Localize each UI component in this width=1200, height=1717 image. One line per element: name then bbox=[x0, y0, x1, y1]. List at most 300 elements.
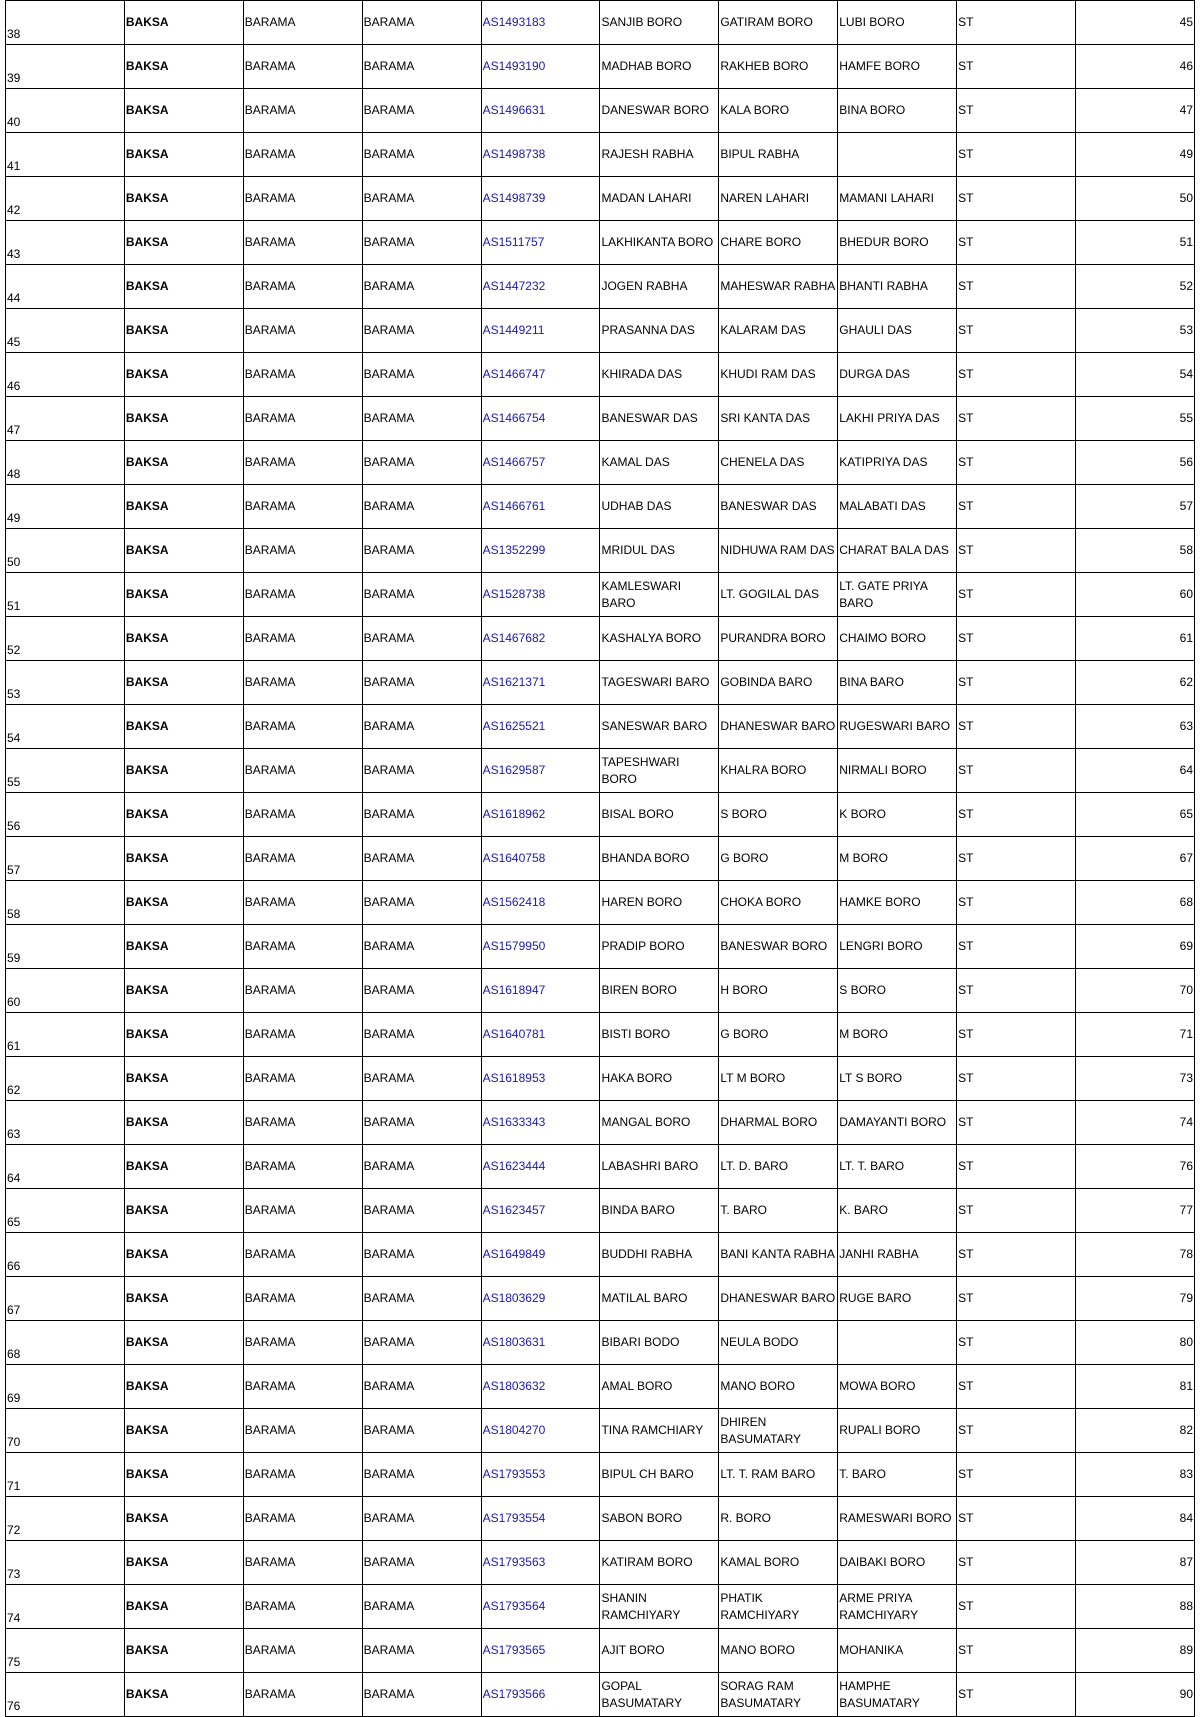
district-cell: BAKSA bbox=[124, 969, 243, 1013]
serial-number-cell: 65 bbox=[6, 1189, 125, 1233]
serial-number-cell: 76 bbox=[6, 1673, 125, 1717]
application-id-cell: AS1804270 bbox=[481, 1409, 600, 1453]
application-id-cell: AS1640781 bbox=[481, 1013, 600, 1057]
category-cell: ST bbox=[957, 45, 1076, 89]
block-cell: BARAMA bbox=[243, 1233, 362, 1277]
application-id-cell: AS1466747 bbox=[481, 353, 600, 397]
father-name-cell: DHIREN BASUMATARY bbox=[719, 1409, 838, 1453]
father-name-cell: DHARMAL BORO bbox=[719, 1101, 838, 1145]
amount-cell: 56 bbox=[1076, 441, 1195, 485]
table-row bbox=[6, 1629, 1195, 1673]
beneficiary-name-cell: SHANIN RAMCHIYARY bbox=[600, 1585, 719, 1629]
table-row bbox=[6, 529, 1195, 573]
gram-panchayat-cell: BARAMA bbox=[362, 353, 481, 397]
district-cell: BAKSA bbox=[124, 793, 243, 837]
application-id-cell: AS1803629 bbox=[481, 1277, 600, 1321]
serial-number-cell: 69 bbox=[6, 1365, 125, 1409]
district-cell: BAKSA bbox=[124, 1409, 243, 1453]
block-cell: BARAMA bbox=[243, 969, 362, 1013]
amount-cell: 50 bbox=[1076, 177, 1195, 221]
amount-cell: 49 bbox=[1076, 133, 1195, 177]
block-cell: BARAMA bbox=[243, 529, 362, 573]
block-cell: BARAMA bbox=[243, 1365, 362, 1409]
mother-name-cell: DURGA DAS bbox=[838, 353, 957, 397]
gram-panchayat-cell: BARAMA bbox=[362, 925, 481, 969]
block-cell: BARAMA bbox=[243, 397, 362, 441]
mother-name-cell bbox=[838, 1321, 957, 1365]
gram-panchayat-cell: BARAMA bbox=[362, 749, 481, 793]
beneficiary-name-cell: AJIT BORO bbox=[600, 1629, 719, 1673]
father-name-cell: MANO BORO bbox=[719, 1629, 838, 1673]
category-cell: ST bbox=[957, 661, 1076, 705]
district-cell: BAKSA bbox=[124, 661, 243, 705]
table-row bbox=[6, 617, 1195, 661]
amount-cell: 81 bbox=[1076, 1365, 1195, 1409]
category-cell: ST bbox=[957, 1233, 1076, 1277]
amount-cell: 83 bbox=[1076, 1453, 1195, 1497]
mother-name-cell: HAMPHE BASUMATARY bbox=[838, 1673, 957, 1717]
district-cell: BAKSA bbox=[124, 837, 243, 881]
amount-cell: 55 bbox=[1076, 397, 1195, 441]
category-cell: ST bbox=[957, 925, 1076, 969]
gram-panchayat-cell: BARAMA bbox=[362, 1453, 481, 1497]
gram-panchayat-cell: BARAMA bbox=[362, 661, 481, 705]
father-name-cell: S BORO bbox=[719, 793, 838, 837]
beneficiary-name-cell: KAMLESWARI BARO bbox=[600, 573, 719, 617]
gram-panchayat-cell: BARAMA bbox=[362, 1013, 481, 1057]
table-row bbox=[6, 661, 1195, 705]
gram-panchayat-cell: BARAMA bbox=[362, 309, 481, 353]
table-row bbox=[6, 221, 1195, 265]
mother-name-cell: LAKHI PRIYA DAS bbox=[838, 397, 957, 441]
table-row bbox=[6, 1101, 1195, 1145]
amount-cell: 77 bbox=[1076, 1189, 1195, 1233]
beneficiary-name-cell: TAPESHWARI BORO bbox=[600, 749, 719, 793]
beneficiary-name-cell: BIBARI BODO bbox=[600, 1321, 719, 1365]
mother-name-cell: MALABATI DAS bbox=[838, 485, 957, 529]
beneficiary-name-cell: SANJIB BORO bbox=[600, 1, 719, 45]
category-cell: ST bbox=[957, 1585, 1076, 1629]
amount-cell: 60 bbox=[1076, 573, 1195, 617]
serial-number-cell: 75 bbox=[6, 1629, 125, 1673]
block-cell: BARAMA bbox=[243, 793, 362, 837]
gram-panchayat-cell: BARAMA bbox=[362, 441, 481, 485]
district-cell: BAKSA bbox=[124, 177, 243, 221]
gram-panchayat-cell: BARAMA bbox=[362, 881, 481, 925]
serial-number-cell: 50 bbox=[6, 529, 125, 573]
application-id-cell: AS1496631 bbox=[481, 89, 600, 133]
application-id-cell: AS1579950 bbox=[481, 925, 600, 969]
gram-panchayat-cell: BARAMA bbox=[362, 705, 481, 749]
father-name-cell: KAMAL BORO bbox=[719, 1541, 838, 1585]
gram-panchayat-cell: BARAMA bbox=[362, 1057, 481, 1101]
application-id-cell: AS1623444 bbox=[481, 1145, 600, 1189]
category-cell: ST bbox=[957, 1497, 1076, 1541]
table-row bbox=[6, 837, 1195, 881]
application-id-cell: AS1352299 bbox=[481, 529, 600, 573]
beneficiary-name-cell: LAKHIKANTA BORO bbox=[600, 221, 719, 265]
amount-cell: 89 bbox=[1076, 1629, 1195, 1673]
mother-name-cell: NIRMALI BORO bbox=[838, 749, 957, 793]
category-cell: ST bbox=[957, 793, 1076, 837]
serial-number-cell: 63 bbox=[6, 1101, 125, 1145]
table-row bbox=[6, 793, 1195, 837]
table-row bbox=[6, 573, 1195, 617]
gram-panchayat-cell: BARAMA bbox=[362, 1101, 481, 1145]
block-cell: BARAMA bbox=[243, 133, 362, 177]
application-id-cell: AS1562418 bbox=[481, 881, 600, 925]
application-id-cell: AS1498738 bbox=[481, 133, 600, 177]
table-row bbox=[6, 45, 1195, 89]
amount-cell: 67 bbox=[1076, 837, 1195, 881]
table-row bbox=[6, 133, 1195, 177]
serial-number-cell: 68 bbox=[6, 1321, 125, 1365]
table-row bbox=[6, 1453, 1195, 1497]
block-cell: BARAMA bbox=[243, 1541, 362, 1585]
amount-cell: 53 bbox=[1076, 309, 1195, 353]
serial-number-cell: 60 bbox=[6, 969, 125, 1013]
gram-panchayat-cell: BARAMA bbox=[362, 837, 481, 881]
mother-name-cell: BHEDUR BORO bbox=[838, 221, 957, 265]
category-cell: ST bbox=[957, 969, 1076, 1013]
amount-cell: 70 bbox=[1076, 969, 1195, 1013]
amount-cell: 74 bbox=[1076, 1101, 1195, 1145]
amount-cell: 68 bbox=[1076, 881, 1195, 925]
amount-cell: 82 bbox=[1076, 1409, 1195, 1453]
beneficiary-name-cell: PRADIP BORO bbox=[600, 925, 719, 969]
district-cell: BAKSA bbox=[124, 881, 243, 925]
amount-cell: 58 bbox=[1076, 529, 1195, 573]
table-row bbox=[6, 1, 1195, 45]
beneficiary-name-cell: BANESWAR DAS bbox=[600, 397, 719, 441]
serial-number-cell: 42 bbox=[6, 177, 125, 221]
serial-number-cell: 66 bbox=[6, 1233, 125, 1277]
mother-name-cell: RUGE BARO bbox=[838, 1277, 957, 1321]
amount-cell: 45 bbox=[1076, 1, 1195, 45]
district-cell: BAKSA bbox=[124, 1585, 243, 1629]
category-cell: ST bbox=[957, 353, 1076, 397]
amount-cell: 73 bbox=[1076, 1057, 1195, 1101]
gram-panchayat-cell: BARAMA bbox=[362, 89, 481, 133]
district-cell: BAKSA bbox=[124, 925, 243, 969]
block-cell: BARAMA bbox=[243, 1277, 362, 1321]
mother-name-cell: DAMAYANTI BORO bbox=[838, 1101, 957, 1145]
serial-number-cell: 44 bbox=[6, 265, 125, 309]
district-cell: BAKSA bbox=[124, 617, 243, 661]
father-name-cell: PURANDRA BORO bbox=[719, 617, 838, 661]
block-cell: BARAMA bbox=[243, 485, 362, 529]
district-cell: BAKSA bbox=[124, 1453, 243, 1497]
mother-name-cell: LENGRI BORO bbox=[838, 925, 957, 969]
serial-number-cell: 58 bbox=[6, 881, 125, 925]
district-cell: BAKSA bbox=[124, 485, 243, 529]
mother-name-cell: S BORO bbox=[838, 969, 957, 1013]
amount-cell: 84 bbox=[1076, 1497, 1195, 1541]
mother-name-cell: T. BARO bbox=[838, 1453, 957, 1497]
beneficiary-name-cell: TAGESWARI BARO bbox=[600, 661, 719, 705]
gram-panchayat-cell: BARAMA bbox=[362, 1541, 481, 1585]
serial-number-cell: 74 bbox=[6, 1585, 125, 1629]
application-id-cell: AS1467682 bbox=[481, 617, 600, 661]
district-cell: BAKSA bbox=[124, 45, 243, 89]
beneficiary-name-cell: KASHALYA BORO bbox=[600, 617, 719, 661]
gram-panchayat-cell: BARAMA bbox=[362, 793, 481, 837]
gram-panchayat-cell: BARAMA bbox=[362, 45, 481, 89]
beneficiary-name-cell: BISTI BORO bbox=[600, 1013, 719, 1057]
table-row bbox=[6, 925, 1195, 969]
mother-name-cell: BINA BORO bbox=[838, 89, 957, 133]
application-id-cell: AS1629587 bbox=[481, 749, 600, 793]
father-name-cell: DHANESWAR BARO bbox=[719, 1277, 838, 1321]
amount-cell: 47 bbox=[1076, 89, 1195, 133]
amount-cell: 61 bbox=[1076, 617, 1195, 661]
amount-cell: 62 bbox=[1076, 661, 1195, 705]
mother-name-cell: CHAIMO BORO bbox=[838, 617, 957, 661]
gram-panchayat-cell: BARAMA bbox=[362, 573, 481, 617]
table-row bbox=[6, 1409, 1195, 1453]
district-cell: BAKSA bbox=[124, 1497, 243, 1541]
father-name-cell: NEULA BODO bbox=[719, 1321, 838, 1365]
table-row bbox=[6, 485, 1195, 529]
amount-cell: 46 bbox=[1076, 45, 1195, 89]
father-name-cell: SRI KANTA DAS bbox=[719, 397, 838, 441]
district-cell: BAKSA bbox=[124, 1233, 243, 1277]
block-cell: BARAMA bbox=[243, 45, 362, 89]
table-row bbox=[6, 969, 1195, 1013]
father-name-cell: LT M BORO bbox=[719, 1057, 838, 1101]
district-cell: BAKSA bbox=[124, 1541, 243, 1585]
category-cell: ST bbox=[957, 1365, 1076, 1409]
gram-panchayat-cell: BARAMA bbox=[362, 485, 481, 529]
category-cell: ST bbox=[957, 441, 1076, 485]
table-row bbox=[6, 705, 1195, 749]
beneficiary-name-cell: BHANDA BORO bbox=[600, 837, 719, 881]
block-cell: BARAMA bbox=[243, 1585, 362, 1629]
table-row bbox=[6, 441, 1195, 485]
application-id-cell: AS1618953 bbox=[481, 1057, 600, 1101]
block-cell: BARAMA bbox=[243, 573, 362, 617]
mother-name-cell: M BORO bbox=[838, 837, 957, 881]
gram-panchayat-cell: BARAMA bbox=[362, 1277, 481, 1321]
serial-number-cell: 53 bbox=[6, 661, 125, 705]
category-cell: ST bbox=[957, 309, 1076, 353]
amount-cell: 88 bbox=[1076, 1585, 1195, 1629]
table-row bbox=[6, 1585, 1195, 1629]
table-row bbox=[6, 1145, 1195, 1189]
table-row bbox=[6, 309, 1195, 353]
application-id-cell: AS1793553 bbox=[481, 1453, 600, 1497]
beneficiary-name-cell: BIPUL CH BARO bbox=[600, 1453, 719, 1497]
amount-cell: 71 bbox=[1076, 1013, 1195, 1057]
mother-name-cell: RAMESWARI BORO bbox=[838, 1497, 957, 1541]
beneficiary-name-cell: BUDDHI RABHA bbox=[600, 1233, 719, 1277]
category-cell: ST bbox=[957, 133, 1076, 177]
gram-panchayat-cell: BARAMA bbox=[362, 1321, 481, 1365]
table-row bbox=[6, 1013, 1195, 1057]
mother-name-cell: LT. GATE PRIYA BARO bbox=[838, 573, 957, 617]
gram-panchayat-cell: BARAMA bbox=[362, 1629, 481, 1673]
beneficiary-name-cell: UDHAB DAS bbox=[600, 485, 719, 529]
father-name-cell: BANESWAR BORO bbox=[719, 925, 838, 969]
category-cell: ST bbox=[957, 749, 1076, 793]
application-id-cell: AS1511757 bbox=[481, 221, 600, 265]
serial-number-cell: 67 bbox=[6, 1277, 125, 1321]
mother-name-cell: RUGESWARI BARO bbox=[838, 705, 957, 749]
gram-panchayat-cell: BARAMA bbox=[362, 221, 481, 265]
gram-panchayat-cell: BARAMA bbox=[362, 1409, 481, 1453]
father-name-cell: MANO BORO bbox=[719, 1365, 838, 1409]
application-id-cell: AS1621371 bbox=[481, 661, 600, 705]
mother-name-cell: ARME PRIYA RAMCHIYARY bbox=[838, 1585, 957, 1629]
amount-cell: 63 bbox=[1076, 705, 1195, 749]
category-cell: ST bbox=[957, 881, 1076, 925]
gram-panchayat-cell: BARAMA bbox=[362, 529, 481, 573]
district-cell: BAKSA bbox=[124, 309, 243, 353]
beneficiary-name-cell: SANESWAR BARO bbox=[600, 705, 719, 749]
category-cell: ST bbox=[957, 1277, 1076, 1321]
category-cell: ST bbox=[957, 1013, 1076, 1057]
serial-number-cell: 56 bbox=[6, 793, 125, 837]
application-id-cell: AS1793554 bbox=[481, 1497, 600, 1541]
block-cell: BARAMA bbox=[243, 441, 362, 485]
table-row bbox=[6, 177, 1195, 221]
father-name-cell: T. BARO bbox=[719, 1189, 838, 1233]
application-id-cell: AS1466761 bbox=[481, 485, 600, 529]
district-cell: BAKSA bbox=[124, 749, 243, 793]
amount-cell: 80 bbox=[1076, 1321, 1195, 1365]
mother-name-cell: LT. T. BARO bbox=[838, 1145, 957, 1189]
mother-name-cell: LUBI BORO bbox=[838, 1, 957, 45]
beneficiary-name-cell: SABON BORO bbox=[600, 1497, 719, 1541]
serial-number-cell: 57 bbox=[6, 837, 125, 881]
district-cell: BAKSA bbox=[124, 1365, 243, 1409]
gram-panchayat-cell: BARAMA bbox=[362, 1145, 481, 1189]
district-cell: BAKSA bbox=[124, 1101, 243, 1145]
gram-panchayat-cell: BARAMA bbox=[362, 177, 481, 221]
serial-number-cell: 64 bbox=[6, 1145, 125, 1189]
serial-number-cell: 38 bbox=[6, 1, 125, 45]
father-name-cell: LT. D. BARO bbox=[719, 1145, 838, 1189]
father-name-cell: DHANESWAR BARO bbox=[719, 705, 838, 749]
amount-cell: 52 bbox=[1076, 265, 1195, 309]
district-cell: BAKSA bbox=[124, 529, 243, 573]
category-cell: ST bbox=[957, 837, 1076, 881]
block-cell: BARAMA bbox=[243, 1057, 362, 1101]
application-id-cell: AS1466757 bbox=[481, 441, 600, 485]
district-cell: BAKSA bbox=[124, 1057, 243, 1101]
mother-name-cell: RUPALI BORO bbox=[838, 1409, 957, 1453]
category-cell: ST bbox=[957, 397, 1076, 441]
block-cell: BARAMA bbox=[243, 661, 362, 705]
beneficiary-name-cell: JOGEN RABHA bbox=[600, 265, 719, 309]
category-cell: ST bbox=[957, 1541, 1076, 1585]
block-cell: BARAMA bbox=[243, 1321, 362, 1365]
beneficiary-name-cell: RAJESH RABHA bbox=[600, 133, 719, 177]
gram-panchayat-cell: BARAMA bbox=[362, 1233, 481, 1277]
beneficiary-name-cell: BISAL BORO bbox=[600, 793, 719, 837]
father-name-cell: RAKHEB BORO bbox=[719, 45, 838, 89]
father-name-cell: KALARAM DAS bbox=[719, 309, 838, 353]
father-name-cell: KHUDI RAM DAS bbox=[719, 353, 838, 397]
table-row bbox=[6, 1541, 1195, 1585]
block-cell: BARAMA bbox=[243, 1145, 362, 1189]
table-row bbox=[6, 881, 1195, 925]
mother-name-cell: MAMANI LAHARI bbox=[838, 177, 957, 221]
mother-name-cell: M BORO bbox=[838, 1013, 957, 1057]
block-cell: BARAMA bbox=[243, 1101, 362, 1145]
beneficiary-name-cell: KAMAL DAS bbox=[600, 441, 719, 485]
serial-number-cell: 71 bbox=[6, 1453, 125, 1497]
application-id-cell: AS1625521 bbox=[481, 705, 600, 749]
beneficiary-name-cell: KATIRAM BORO bbox=[600, 1541, 719, 1585]
amount-cell: 78 bbox=[1076, 1233, 1195, 1277]
beneficiary-name-cell: HAREN BORO bbox=[600, 881, 719, 925]
table-row bbox=[6, 353, 1195, 397]
mother-name-cell: CHARAT BALA DAS bbox=[838, 529, 957, 573]
application-id-cell: AS1793563 bbox=[481, 1541, 600, 1585]
block-cell: BARAMA bbox=[243, 309, 362, 353]
father-name-cell: BANI KANTA RABHA bbox=[719, 1233, 838, 1277]
father-name-cell: GOBINDA BARO bbox=[719, 661, 838, 705]
father-name-cell: KHALRA BORO bbox=[719, 749, 838, 793]
application-id-cell: AS1793566 bbox=[481, 1673, 600, 1717]
district-cell: BAKSA bbox=[124, 1321, 243, 1365]
category-cell: ST bbox=[957, 221, 1076, 265]
application-id-cell: AS1466754 bbox=[481, 397, 600, 441]
category-cell: ST bbox=[957, 485, 1076, 529]
table-row bbox=[6, 1189, 1195, 1233]
serial-number-cell: 43 bbox=[6, 221, 125, 265]
serial-number-cell: 54 bbox=[6, 705, 125, 749]
block-cell: BARAMA bbox=[243, 1629, 362, 1673]
application-id-cell: AS1803632 bbox=[481, 1365, 600, 1409]
application-id-cell: AS1449211 bbox=[481, 309, 600, 353]
serial-number-cell: 70 bbox=[6, 1409, 125, 1453]
beneficiary-name-cell: KHIRADA DAS bbox=[600, 353, 719, 397]
category-cell: ST bbox=[957, 1629, 1076, 1673]
mother-name-cell: HAMKE BORO bbox=[838, 881, 957, 925]
application-id-cell: AS1623457 bbox=[481, 1189, 600, 1233]
district-cell: BAKSA bbox=[124, 1189, 243, 1233]
mother-name-cell: BHANTI RABHA bbox=[838, 265, 957, 309]
father-name-cell: G BORO bbox=[719, 1013, 838, 1057]
district-cell: BAKSA bbox=[124, 1277, 243, 1321]
block-cell: BARAMA bbox=[243, 837, 362, 881]
beneficiary-name-cell: BIREN BORO bbox=[600, 969, 719, 1013]
block-cell: BARAMA bbox=[243, 1497, 362, 1541]
father-name-cell: MAHESWAR RABHA bbox=[719, 265, 838, 309]
beneficiary-name-cell: TINA RAMCHIARY bbox=[600, 1409, 719, 1453]
father-name-cell: LT. T. RAM BARO bbox=[719, 1453, 838, 1497]
mother-name-cell: BINA BARO bbox=[838, 661, 957, 705]
mother-name-cell: MOHANIKA bbox=[838, 1629, 957, 1673]
amount-cell: 87 bbox=[1076, 1541, 1195, 1585]
district-cell: BAKSA bbox=[124, 1, 243, 45]
gram-panchayat-cell: BARAMA bbox=[362, 1497, 481, 1541]
serial-number-cell: 61 bbox=[6, 1013, 125, 1057]
gram-panchayat-cell: BARAMA bbox=[362, 1, 481, 45]
application-id-cell: AS1793565 bbox=[481, 1629, 600, 1673]
beneficiary-name-cell: HAKA BORO bbox=[600, 1057, 719, 1101]
block-cell: BARAMA bbox=[243, 1013, 362, 1057]
amount-cell: 90 bbox=[1076, 1673, 1195, 1717]
district-cell: BAKSA bbox=[124, 705, 243, 749]
mother-name-cell: LT S BORO bbox=[838, 1057, 957, 1101]
gram-panchayat-cell: BARAMA bbox=[362, 1189, 481, 1233]
mother-name-cell: JANHI RABHA bbox=[838, 1233, 957, 1277]
father-name-cell: LT. GOGILAL DAS bbox=[719, 573, 838, 617]
application-id-cell: AS1793564 bbox=[481, 1585, 600, 1629]
